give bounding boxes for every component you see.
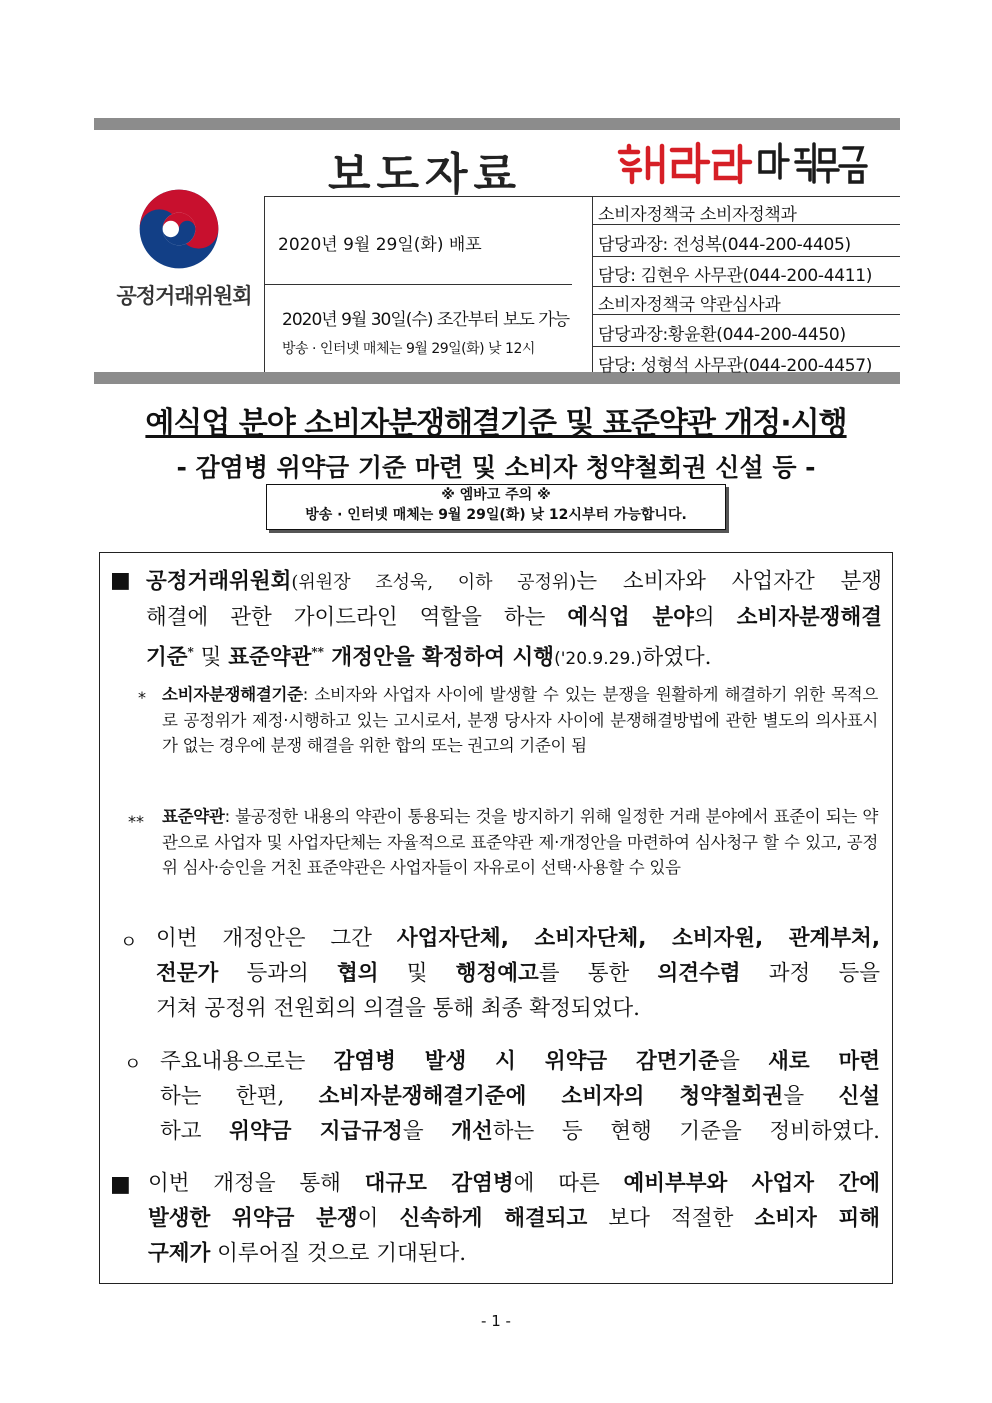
p1-footnote-mark: ** <box>311 645 324 659</box>
page-title: 보도자료 <box>328 149 523 200</box>
p2-text: 거쳐 공정위 전원회의 의결을 통해 최종 확정되었다. <box>156 996 640 1021</box>
p3-text: 하는 한편, <box>160 1084 319 1109</box>
footnote-text: : 불공정한 내용의 약관이 통용되는 것을 방지하기 위해 일정한 거래 분야에서 표준이 되는 약관으로 사업자 및 사업자단체는 자율적으로 표준약관 제·개정안을 마련하여 심사청구 할 수 있고, 공정위 심사·승인을 거친 표준약관은 사업자들이 자유로이 선택·사용할 수 있음 <box>162 807 878 877</box>
embargo-notice-text: 방송 · 인터넷 매체는 9월 29일(화) 낮 12시부터 가능합니다. <box>305 507 687 523</box>
p4-text: 대규모 감염병 <box>364 1171 514 1196</box>
p1-text: 및 <box>193 645 229 671</box>
embargo-notice-box <box>266 484 726 530</box>
embargo-broadcast: 방송 · 인터넷 매체는 9월 29일(화) 낮 12시 <box>282 341 535 357</box>
p3-text: 소비자분쟁해결기준에 소비자의 청약철회권 <box>318 1084 784 1109</box>
slogan-icon <box>612 138 870 188</box>
p1-text: 개정안을 확정하여 시행 <box>323 645 555 671</box>
p3-text: 하는 등 현행 기준을 정비하였다. <box>492 1119 881 1144</box>
p4-text: 에 따른 <box>513 1171 624 1196</box>
circle-bullet-icon: ㅇ <box>120 932 138 953</box>
p4-text: 이루어질 것으로 기대된다. <box>210 1241 467 1266</box>
p2-text: 의견수렴 <box>657 961 741 986</box>
org-name: 공정거래위원회 <box>116 284 252 308</box>
p3-text: 을 <box>783 1084 839 1109</box>
p1-text: 표준약관 <box>228 645 312 671</box>
footnote-term: 표준약관 <box>162 807 225 826</box>
p2-text: 등과의 <box>218 961 337 986</box>
p2-text: 이번 개정안은 그간 <box>156 926 397 951</box>
paragraph-2 <box>156 921 880 1026</box>
p1-text: 예식업 분야 <box>567 605 694 630</box>
square-bullet-icon: ■ <box>110 568 131 593</box>
footnote-mark: * <box>138 688 146 707</box>
contact-line: 소비자정책국 약관심사과 <box>598 295 781 315</box>
p1-text: 는 소비자와 사업자간 분쟁 <box>576 569 882 594</box>
footnote-mark: ** <box>128 812 144 831</box>
p2-text: 를 통한 <box>538 961 658 986</box>
p2-text: 협의 <box>337 961 379 986</box>
p3-text: 위약금 지급규정 <box>229 1119 403 1144</box>
p3-text: 하고 <box>160 1119 230 1144</box>
headline: 예식업 분야 소비자분쟁해결기준 및 표준약관 개정·시행 <box>145 406 847 441</box>
circle-bullet-icon: ㅇ <box>124 1054 142 1075</box>
header-line <box>264 284 572 285</box>
p2-text: 전문가 <box>156 961 219 986</box>
p4-text: 이번 개정을 통해 <box>148 1171 365 1196</box>
contact-line: 담당: 성형석 사무관(044-200-4457) <box>598 356 873 376</box>
p2-text: 및 <box>378 961 456 986</box>
p4-text: 예비부부와 사업자 간에 <box>623 1171 880 1196</box>
p3-text: 을 <box>402 1119 452 1144</box>
p3-text: 감염병 발생 시 위약금 감면기준 <box>333 1049 720 1074</box>
header-line <box>592 256 900 257</box>
page-number: - 1 - <box>481 1312 511 1330</box>
p3-text: 새로 마련 <box>768 1049 881 1074</box>
paragraph-1 <box>146 564 882 677</box>
p2-text: 과정 등을 <box>740 961 880 986</box>
p1-text: (위원장 조성욱, 이하 공정위) <box>291 572 577 593</box>
square-bullet-icon: ■ <box>110 1172 131 1197</box>
p1-text: 해결에 관한 가이드라인 역할을 하는 <box>146 605 568 630</box>
p4-text: 소비자 피해 <box>754 1206 880 1231</box>
footnote-1 <box>162 682 878 759</box>
p1-text: 하였다. <box>642 645 712 671</box>
embargo-print: 2020년 9월 30일(수) 조간부터 보도 가능 <box>282 310 570 330</box>
subheadline: - 감염병 위약금 기준 마련 및 소비자 청약철회권 신설 등 - <box>176 453 816 482</box>
footnote-text: : 소비자와 사업자 사이에 발생할 수 있는 분쟁을 원활하게 해결하기 위한 목적으로 공정위가 제정·시행하고 있는 고시로서, 분쟁 당사자 사이에 분쟁해결방법에 관한 별도의 의사표시가 없는 경우에 분쟁 해결을 위한 합의 또는 권고의 기준이 됨 <box>162 685 878 755</box>
paragraph-4 <box>148 1166 880 1271</box>
header-line <box>592 286 900 287</box>
contact-line: 소비자정책국 소비자정책과 <box>598 205 797 225</box>
p4-text: 구제가 <box>148 1241 211 1266</box>
p1-text: ('20.9.29.) <box>554 649 643 670</box>
p4-text: 신속하게 해결되고 <box>399 1206 588 1231</box>
p1-text: 공정거래위원회 <box>146 569 292 594</box>
footnote-term: 소비자분쟁해결기준 <box>162 685 303 704</box>
p3-text: 을 <box>719 1049 769 1074</box>
paragraph-3 <box>160 1044 880 1149</box>
p3-text: 신설 <box>838 1084 880 1109</box>
p3-text: 개선 <box>451 1119 493 1144</box>
p3-text: 주요내용으로는 <box>160 1049 334 1074</box>
embargo-notice-title: ※ 엠바고 주의 ※ <box>441 487 551 503</box>
p1-text: 소비자분쟁해결 <box>736 605 882 630</box>
footnote-2 <box>162 804 878 881</box>
contact-line: 담당: 김현우 사무관(044-200-4411) <box>598 266 873 286</box>
p2-text: 행정예고 <box>455 961 539 986</box>
distribution-date: 2020년 9월 29일(화) 배포 <box>278 235 482 255</box>
header-line <box>592 346 900 347</box>
p1-footnote-mark: * <box>187 645 194 659</box>
contact-line: 담당과장: 전성복(044-200-4405) <box>598 235 851 255</box>
p2-text: 사업자단체, 소비자단체, 소비자원, 관계부처, <box>396 926 880 951</box>
p4-text: 발생한 위약금 분쟁 <box>148 1206 358 1231</box>
p4-text: 보다 적절한 <box>587 1206 755 1231</box>
p1-text: 기준 <box>146 645 188 671</box>
p4-text: 이 <box>357 1206 400 1231</box>
header-top-bar <box>94 118 900 130</box>
p1-text: 의 <box>693 605 737 630</box>
contact-line: 담당과장:황윤환(044-200-4450) <box>598 325 846 345</box>
ftc-emblem-icon <box>138 188 220 270</box>
